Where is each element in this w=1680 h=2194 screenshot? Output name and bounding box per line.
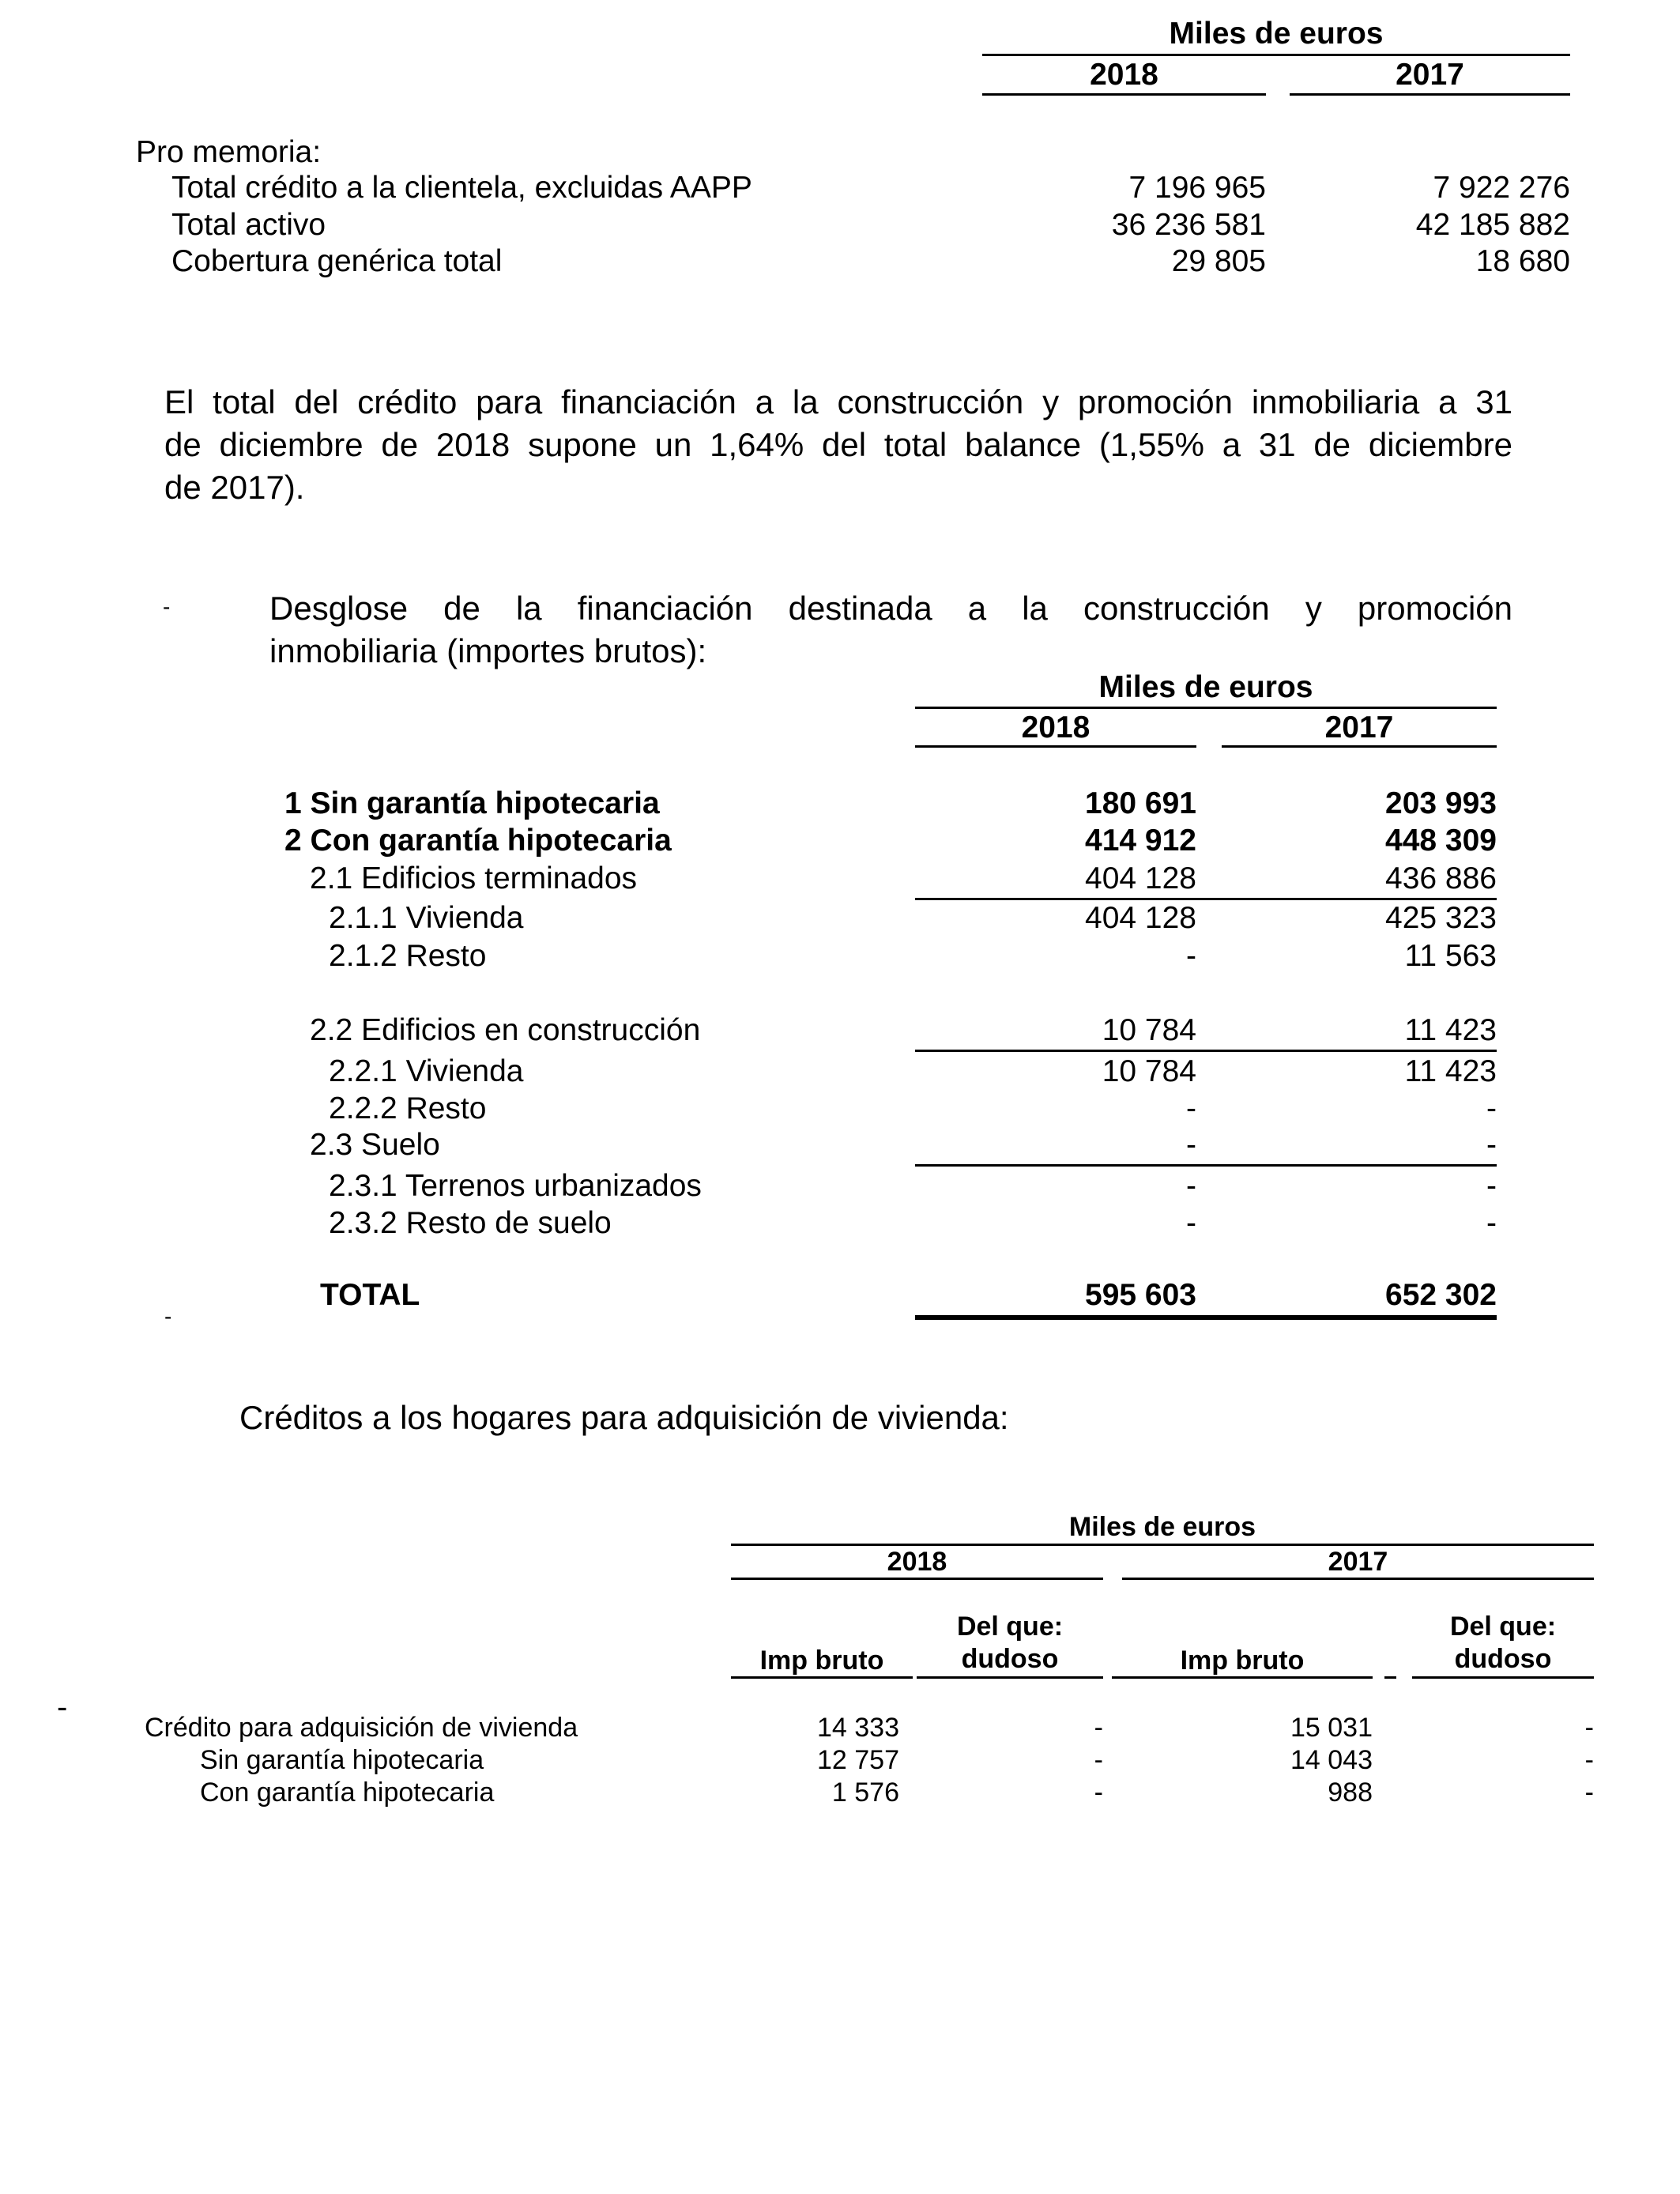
table3-row-imp-2017: 14 043 — [1290, 1745, 1373, 1775]
table2-header-group: Miles de euros — [1098, 670, 1313, 704]
table2-row-2018: - — [1186, 1091, 1196, 1125]
table2-row-2018: - — [1186, 1128, 1196, 1162]
bullet-marker: - — [164, 1304, 172, 1329]
table2-row-2017: 11 423 — [1404, 1054, 1497, 1088]
table2-total-label: TOTAL — [320, 1278, 420, 1312]
table1-header-rule — [982, 54, 1570, 56]
table3-row-imp-2017: 15 031 — [1290, 1713, 1373, 1743]
table1-col-2018-rule — [982, 93, 1266, 96]
paragraph-line: de diciembre de 2018 supone un 1,64% del total balance (1,55% a 31 de diciembre — [164, 426, 1512, 463]
paragraph-line: El total del crédito para financiación a la construcción y promoción inmobiliaria a 31 — [164, 383, 1512, 420]
section2-heading-line: inmobiliaria (importes brutos): — [269, 632, 707, 669]
table2-row-label: 2.3.1 Terrenos urbanizados — [329, 1169, 702, 1203]
table3-col-2017: 2017 — [1328, 1547, 1388, 1577]
table3-row-dud-2017: - — [1584, 1713, 1594, 1743]
table2-subtotal-rule — [915, 1164, 1497, 1167]
section2-heading-line: Desglose de la financiación destinada a la construcción y promoción — [269, 590, 1512, 627]
table2-row-2017: 203 993 — [1385, 786, 1497, 820]
table3-col-2017-rule — [1122, 1578, 1594, 1580]
table2-row-2018: 10 784 — [1102, 1013, 1196, 1047]
table3-row-label: Crédito para adquisición de vivienda — [145, 1713, 578, 1743]
table3-row-imp-2018: 1 576 — [831, 1777, 899, 1808]
table3-row-dud-2018: - — [1094, 1745, 1103, 1775]
table3-sub-imp-bruto-2018: Imp bruto — [759, 1646, 884, 1676]
table1-row-label: Total activo — [171, 208, 326, 242]
table3-sub-rule — [1112, 1676, 1373, 1679]
table1-row-2018: 36 236 581 — [1111, 208, 1266, 242]
table2-row-2018: 414 912 — [1085, 824, 1196, 858]
table2-row-2018: - — [1186, 939, 1196, 973]
table3-row-label: Sin garantía hipotecaria — [200, 1745, 484, 1775]
table2-row-2017: - — [1486, 1091, 1497, 1125]
table2-row-label: 2.3 Suelo — [310, 1128, 440, 1162]
table2-row-label: 2 Con garantía hipotecaria — [284, 824, 672, 858]
table1-row-label: Total crédito a la clientela, excluidas AAPP — [171, 171, 752, 205]
table1-row-label: Cobertura genérica total — [171, 244, 503, 278]
paragraph-credit-share — [164, 381, 1512, 509]
table3-sub-del-que-2018: Del que: — [956, 1612, 1064, 1642]
table1-col-2017: 2017 — [1396, 58, 1464, 92]
table3-row-imp-2018: 12 757 — [817, 1745, 899, 1775]
table3-row-dud-2017: - — [1584, 1777, 1594, 1808]
table2-row-2018: 404 128 — [1085, 861, 1196, 895]
table1-header-group: Miles de euros — [1169, 17, 1384, 51]
paragraph-line: de 2017). — [164, 469, 305, 506]
table2-row-label: 2.3.2 Resto de suelo — [329, 1206, 612, 1240]
table2-row-2017: 448 309 — [1385, 824, 1497, 858]
table3-sub-del-que-2017: Del que: — [1449, 1612, 1557, 1642]
table3-sub-rule — [731, 1676, 913, 1679]
table3-row-dud-2018: - — [1094, 1713, 1103, 1743]
table3-col-2018: 2018 — [887, 1547, 947, 1577]
table2-col-2017-rule — [1222, 745, 1497, 748]
table1-section-label: Pro memoria: — [136, 135, 322, 169]
table1-col-2017-rule — [1290, 93, 1570, 96]
table3-row-dud-2017: - — [1584, 1745, 1594, 1775]
table3-sub-imp-bruto-2017: Imp bruto — [1180, 1646, 1305, 1676]
table2-row-2018: 10 784 — [1102, 1054, 1196, 1088]
table2-row-2017: 11 563 — [1404, 939, 1497, 973]
table2-header-rule — [915, 707, 1497, 709]
table1-row-2018: 29 805 — [1171, 244, 1266, 278]
bullet-marker: - — [57, 1690, 68, 1725]
table2-row-label: 2.2.2 Resto — [329, 1091, 487, 1125]
table2-col-2018-rule — [915, 745, 1196, 748]
table2-row-2018: - — [1186, 1206, 1196, 1240]
table3-sub-rule — [917, 1676, 1103, 1679]
table2-total-2017: 652 302 — [1385, 1278, 1497, 1312]
table2-row-label: 1 Sin garantía hipotecaria — [284, 786, 660, 820]
table2-row-2017: - — [1486, 1169, 1497, 1203]
table2-row-label: 2.1.2 Resto — [329, 939, 487, 973]
table2-row-2018: 404 128 — [1085, 901, 1196, 935]
table2-col-2017: 2017 — [1324, 711, 1394, 745]
table2-row-2018: 180 691 — [1085, 786, 1196, 820]
table2-row-label: 2.2.1 Vivienda — [329, 1054, 524, 1088]
table3-sub-dudoso-2018: dudoso — [961, 1644, 1059, 1674]
table3-sub-dudoso-2017: dudoso — [1454, 1644, 1552, 1674]
table2-subtotal-rule — [915, 1050, 1497, 1052]
table3-row-imp-2017: 988 — [1328, 1777, 1373, 1808]
table3-row-label: Con garantía hipotecaria — [200, 1777, 495, 1808]
table2-row-2017: - — [1486, 1128, 1497, 1162]
section3-title: Créditos a los hogares para adquisición de vivienda: — [239, 1399, 1009, 1436]
table2-row-label: 2.2 Edificios en construcción — [310, 1013, 701, 1047]
table1-row-2017: 7 922 276 — [1433, 171, 1570, 205]
table2-row-2018: - — [1186, 1169, 1196, 1203]
table2-row-2017: - — [1486, 1206, 1497, 1240]
table3-header-group: Miles de euros — [1068, 1512, 1256, 1542]
table1-row-2018: 7 196 965 — [1128, 171, 1266, 205]
table2-row-2017: 11 423 — [1404, 1013, 1497, 1047]
table3-row-dud-2018: - — [1094, 1777, 1103, 1808]
table2-row-label: 2.1 Edificios terminados — [310, 861, 638, 895]
table2-row-2017: 436 886 — [1385, 861, 1497, 895]
table1-row-2017: 42 185 882 — [1415, 208, 1570, 242]
table2-col-2018: 2018 — [1021, 711, 1090, 745]
table2-row-2017: 425 323 — [1385, 901, 1497, 935]
bullet-marker: - — [163, 594, 171, 619]
table2-total-2018: 595 603 — [1085, 1278, 1196, 1312]
table3-col-2018-rule — [731, 1578, 1103, 1580]
table1-row-2017: 18 680 — [1475, 244, 1570, 278]
table1-col-2018: 2018 — [1090, 58, 1158, 92]
table3-sub-rule — [1384, 1676, 1396, 1679]
table3-sub-rule — [1412, 1676, 1594, 1679]
section2-heading — [269, 587, 1512, 673]
table2-total-rule — [915, 1315, 1497, 1320]
table2-row-label: 2.1.1 Vivienda — [329, 901, 524, 935]
table3-row-imp-2018: 14 333 — [817, 1713, 899, 1743]
